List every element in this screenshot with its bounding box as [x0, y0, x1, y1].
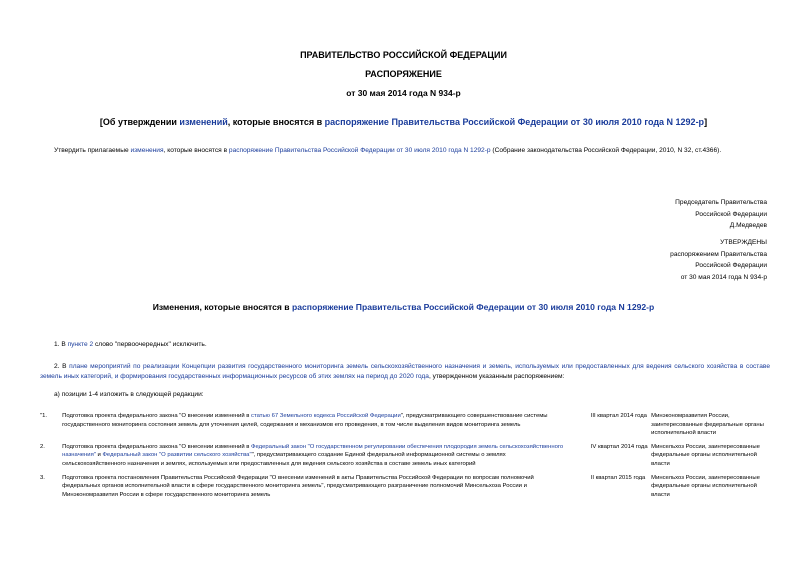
intro-paragraph — [40, 146, 770, 156]
items-table — [40, 412, 770, 504]
section-title-link[interactable]: распоряжение Правительства Российской Федерации от 30 июля 2010 года N 1292-р — [291, 302, 655, 312]
item-desc-link-2[interactable]: Федеральный закон "О развитии сельского хозяйства" — [102, 452, 252, 459]
document-title — [0, 117, 807, 127]
signature-line-1: Председатель Правительства — [675, 199, 767, 206]
intro-mid: , которые вносятся в — [163, 147, 229, 154]
point-2 — [40, 362, 770, 382]
item-period: II квартал 2015 года — [590, 474, 646, 481]
table-row — [40, 412, 770, 443]
item-desc-suffix: ", предусматривающего создание Единой федеральной информационной системы о землях сельскохозяйственного назначения и землях, используемых или предоставленных для ведения сельского хозяйства в составе земель иных категорий — [62, 452, 506, 467]
item-organization: Минсельхоз России, заинтересованные федеральные органы исполнительной власти — [651, 474, 760, 498]
intro-link-order[interactable]: распоряжение Правительства Российской Федерации от 30 июля 2010 года N 1292-р — [228, 147, 491, 154]
item-number: "1. — [40, 413, 48, 419]
title-open: [Об утверждении — [99, 117, 180, 127]
item-desc-mid: и — [95, 452, 103, 459]
approved-line-2: распоряжением Правительства — [670, 250, 767, 258]
point-2a: а) позиции 1-4 изложить в следующей редакции: — [54, 391, 204, 398]
table-row — [40, 443, 770, 474]
government-heading: ПРАВИТЕЛЬСТВО РОССИЙСКОЙ ФЕДЕРАЦИИ — [300, 50, 507, 60]
point-1-prefix: 1. В — [54, 341, 68, 348]
item-period: III квартал 2014 года — [590, 413, 647, 419]
approved-block — [670, 237, 767, 283]
section-title-prefix: Изменения, которые вносятся в — [152, 302, 292, 312]
intro-suffix: (Собрание законодательства Российской Федерации, 2010, N 32, ст.4366). — [490, 147, 722, 154]
point-2-suffix: , утвержденном указанным распоряжением: — [428, 373, 565, 380]
item-desc-suffix: ", предусматривающего совершенствование системы государственного мониторинга состояния земель для уточнения целей, содержания и механизмов его проведения, в том числе выделения видов мониторинга земель — [62, 413, 548, 428]
title-link-order[interactable]: распоряжение Правительства Российской Федерации от 30 июля 2010 года N 1292-р — [324, 117, 705, 127]
intro-link-changes[interactable]: изменения — [130, 147, 164, 154]
approved-line-3: Российской Федерации — [695, 262, 767, 269]
signature-block — [675, 197, 767, 232]
approved-line-4: от 30 мая 2014 года N 934-р — [680, 273, 767, 281]
item-description: Подготовка проекта постановления Правительства Российской Федерации "О внесении изменений в акты Правительства Российской Федерации по вопросам полномочий федеральных органов исполнительной власти в сфере государственного мониторинга земель", предусматривающего разграничение полномочий Минсельхоза России и Минэкономразвития России в сфере государственного мониторинга земель — [62, 474, 534, 498]
item-description — [62, 443, 591, 474]
point-1 — [54, 340, 770, 350]
item-description — [62, 412, 591, 443]
item-period: IV квартал 2014 года — [590, 443, 648, 450]
signature-line-3: Д.Медведев — [729, 222, 767, 229]
point-1-suffix: слово "первоочередных" исключить. — [93, 341, 207, 348]
changes-section-title — [0, 302, 807, 312]
item-desc-prefix: Подготовка проекта федерального закона "О внесении изменений в — [62, 443, 252, 450]
item-organization: Минсельхоз России, заинтересованные федеральные органы исполнительной власти — [651, 443, 760, 467]
title-mid: , которые вносятся в — [227, 117, 325, 127]
point-1-link[interactable]: пункте 2 — [67, 341, 94, 348]
approved-line-1: УТВЕРЖДЕНЫ — [720, 239, 767, 246]
document-date-number: от 30 мая 2014 года N 934-р — [346, 88, 461, 98]
item-number: 3. — [40, 474, 45, 481]
document-type: РАСПОРЯЖЕНИЕ — [365, 69, 442, 79]
item-desc-prefix: Подготовка проекта федерального закона "О внесении изменений в — [62, 413, 252, 419]
title-link-changes[interactable]: изменений — [179, 117, 228, 127]
item-desc-link[interactable]: статью 67 Земельного кодекса Российской Федерации — [251, 413, 401, 419]
point-2-prefix: 2. В — [54, 363, 70, 370]
intro-prefix: Утвердить прилагаемые — [54, 147, 131, 154]
point-2-link[interactable]: плане мероприятий по реализации Концепции развития государственного мониторинга земель сельскохозяйственного назначения и земель, используемых или предоставленных для ведения сельского хозяйства в составе земель иных категорий, и формирования государственных информационных ресурсов об этих землях на период до 2020 года — [40, 363, 771, 380]
item-desc-link[interactable]: Федеральный закон "О государственном регулировании обеспечения плодородия земель сельскохозяйственного назначения" — [62, 443, 564, 459]
table-row — [40, 474, 770, 505]
item-number: 2. — [40, 443, 45, 450]
title-close: ] — [704, 117, 708, 127]
signature-line-2: Российской Федерации — [695, 210, 767, 218]
item-organization: Минэкономразвития России, заинтересованные федеральные органы исполнительной власти — [651, 413, 764, 437]
